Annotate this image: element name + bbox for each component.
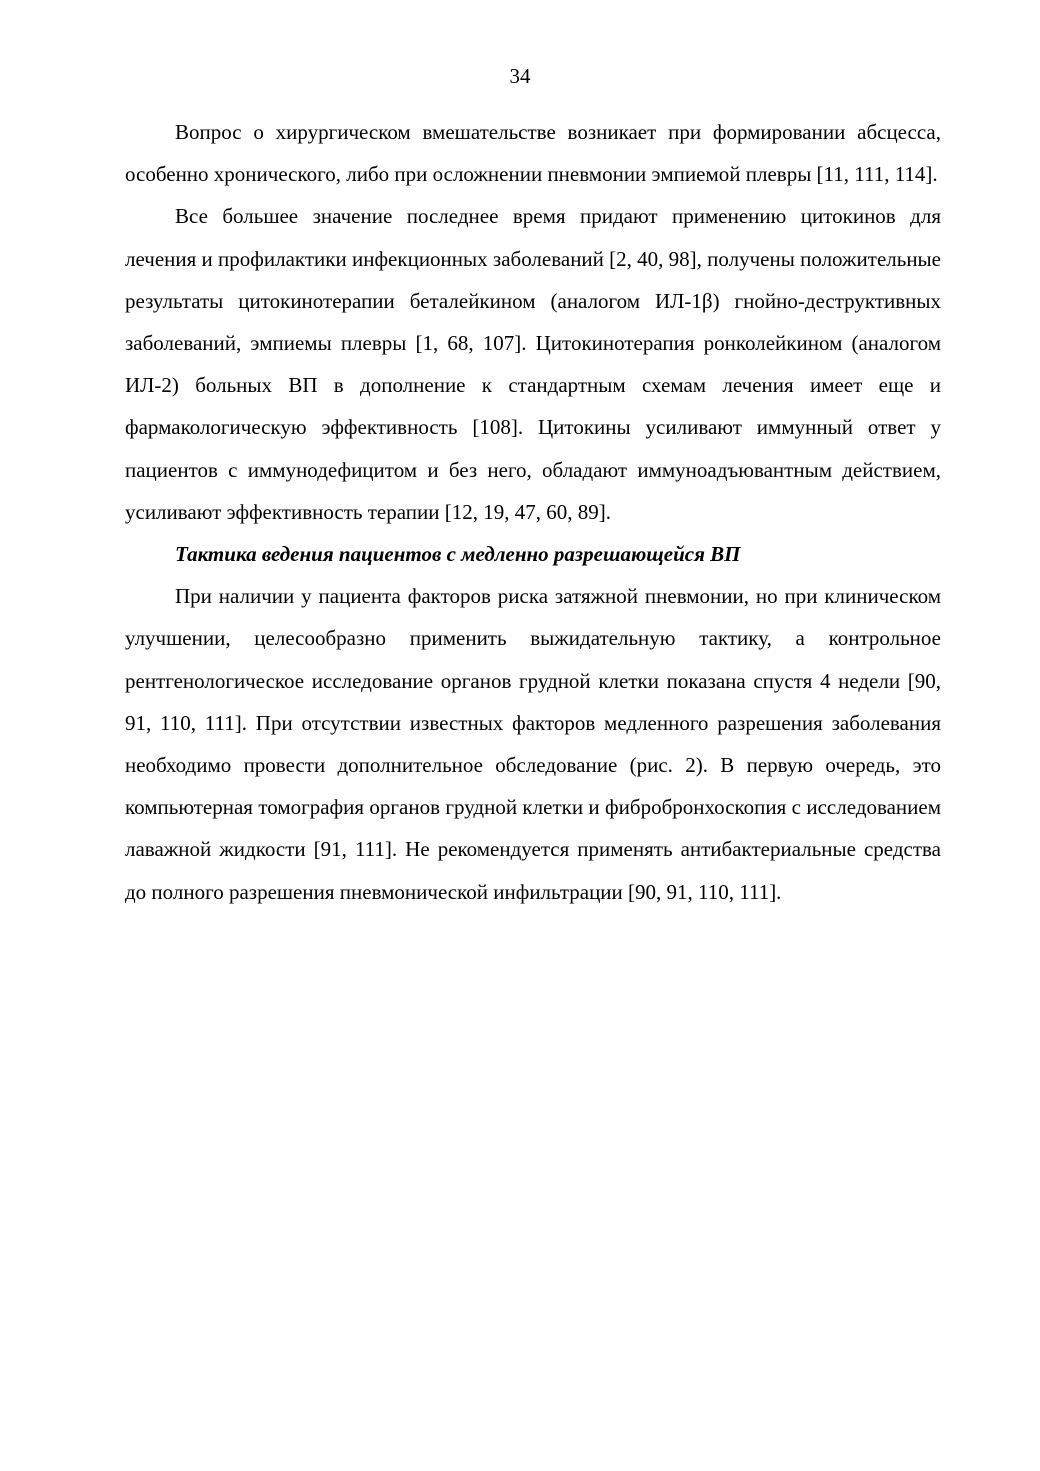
page-number: 34 <box>509 64 531 88</box>
paragraph-surgery: Вопрос о хирургическом вмешательстве возникает при формировании абсцесса, особенно хронического, либо при осложнении пневмонии эмпиемой плевры [11, 111, 114]. <box>125 120 941 187</box>
section-heading: Тактика ведения пациентов с медленно разрешающейся ВП <box>175 542 741 567</box>
paragraph-cytokines: Все большее значение последнее время придают применению цитокинов для лечения и профилактики инфекционных заболеваний [2, 40, 98], получены положительные результаты цитокинотерапии беталейкином (аналогом ИЛ-1β) гнойно-деструктивных заболеваний, эмпиемы плевры [1, 68, 107]. Цитокинотерапия ронколейкином (аналогом ИЛ-2) больных ВП в дополнение к стандартным схемам лечения имеет еще и фармакологическую эффективность [108]. Цитокины усиливают иммунный ответ у пациентов с иммунодефицитом и без него, обладают иммуноадъювантным действием, усиливают эффективность терапии [12, 19, 47, 60, 89]. <box>125 204 941 524</box>
document-body <box>125 111 941 913</box>
paragraph-slow-resolution: При наличии у пациента факторов риска затяжной пневмонии, но при клиническом улучшении, целесообразно применить выжидательную тактику, а контрольное рентгенологическое исследование органов грудной клетки показана спустя 4 недели [90, 91, 110, 111]. При отсутствии известных факторов медленного разрешения заболевания необходимо провести дополнительное обследование (рис. 2). В первую очередь, это компьютерная томография органов грудной клетки и фибробронхоскопия с исследованием лаважной жидкости [91, 111]. Не рекомендуется применять антибактериальные средства до полного разрешения пневмонической инфильтрации [90, 91, 110, 111]. <box>125 584 941 904</box>
